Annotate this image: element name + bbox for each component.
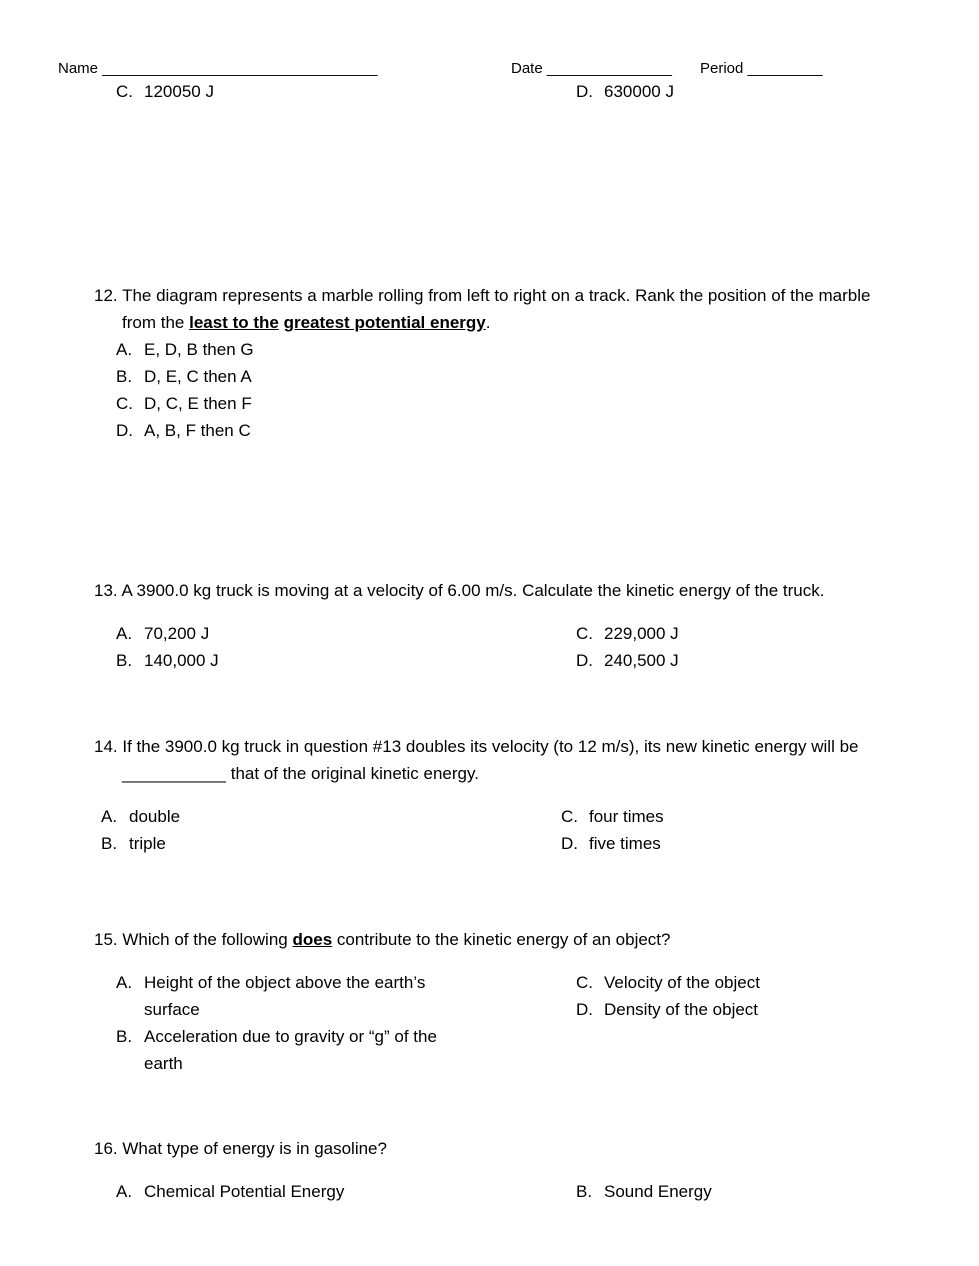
question-12-option-b[interactable] bbox=[116, 363, 252, 390]
option-text: D, C, E then F bbox=[144, 394, 252, 413]
option-text-cont: surface bbox=[144, 1000, 200, 1019]
question-12-option-a[interactable] bbox=[116, 336, 254, 363]
option-text: 229,000 J bbox=[604, 624, 679, 643]
option-text: Sound Energy bbox=[604, 1182, 712, 1201]
question-16-option-a[interactable] bbox=[116, 1178, 344, 1205]
question-14-option-b[interactable] bbox=[101, 830, 166, 857]
question-number: 16. bbox=[94, 1139, 118, 1158]
option-letter: A. bbox=[116, 340, 133, 359]
question-13-option-c[interactable] bbox=[576, 620, 679, 647]
question-text: What type of energy is in gasoline? bbox=[122, 1139, 387, 1158]
question-14-option-c[interactable] bbox=[561, 803, 664, 830]
date-label: Date bbox=[511, 60, 543, 77]
option-letter: D. bbox=[576, 82, 593, 101]
option-letter: D. bbox=[576, 651, 593, 670]
option-text: 240,500 J bbox=[604, 651, 679, 670]
period-label: Period bbox=[700, 60, 744, 77]
question-number: 14. bbox=[94, 737, 118, 756]
date-blank: _______________ bbox=[546, 60, 672, 77]
period-field bbox=[700, 60, 823, 77]
option-text: 140,000 J bbox=[144, 651, 219, 670]
question-13-option-b[interactable] bbox=[116, 647, 219, 674]
question-14-stem bbox=[94, 733, 858, 760]
question-14-option-d[interactable] bbox=[561, 830, 661, 857]
question-16-option-b[interactable] bbox=[576, 1178, 712, 1205]
emphasis-does: does bbox=[292, 930, 333, 949]
option-text: E, D, B then G bbox=[144, 340, 254, 359]
option-letter: C. bbox=[116, 82, 133, 101]
question-12-stem bbox=[94, 282, 870, 309]
option-text: Height of the object above the earth’s bbox=[144, 973, 426, 992]
question-15-stem bbox=[94, 926, 670, 953]
period-blank: _________ bbox=[747, 60, 823, 77]
option-letter: C. bbox=[576, 624, 593, 643]
option-letter: D. bbox=[561, 834, 578, 853]
option-text: triple bbox=[129, 834, 166, 853]
question-number: 13. bbox=[94, 581, 118, 600]
question-number: 15. bbox=[94, 930, 118, 949]
emphasis-least: least to the bbox=[189, 313, 279, 332]
option-letter: C. bbox=[561, 807, 578, 826]
question-12-option-c[interactable] bbox=[116, 390, 252, 417]
option-letter: A. bbox=[101, 807, 118, 826]
question-14-stem-line2 bbox=[122, 760, 479, 787]
name-blank: _________________________________ bbox=[102, 60, 378, 77]
option-text: Chemical Potential Energy bbox=[144, 1182, 345, 1201]
option-letter: B. bbox=[116, 1027, 133, 1046]
date-field bbox=[511, 60, 672, 77]
name-label: Name bbox=[58, 60, 99, 77]
emphasis-greatest: greatest potential energy bbox=[283, 313, 486, 332]
option-text: 120050 J bbox=[144, 82, 214, 101]
option-letter: C. bbox=[116, 394, 133, 413]
option-letter: A. bbox=[116, 624, 133, 643]
option-letter: B. bbox=[116, 367, 133, 386]
option-letter: C. bbox=[576, 973, 593, 992]
question-15-option-c[interactable] bbox=[576, 969, 760, 996]
option-letter: B. bbox=[116, 651, 133, 670]
question-15-option-b[interactable] bbox=[116, 1023, 437, 1077]
option-letter: D. bbox=[576, 1000, 593, 1019]
question-text: A 3900.0 kg truck is moving at a velocity of 6.00 m/s. Calculate the kinetic energy of the truck. bbox=[121, 581, 825, 600]
option-letter: D. bbox=[116, 421, 133, 440]
question-12-option-d[interactable] bbox=[116, 417, 251, 444]
option-text: four times bbox=[589, 807, 664, 826]
option-text-cont: earth bbox=[144, 1054, 183, 1073]
option-text: D, E, C then A bbox=[144, 367, 252, 386]
question-text: Which of the following bbox=[122, 930, 293, 949]
option-text: five times bbox=[589, 834, 661, 853]
option-text: Acceleration due to gravity or “g” of the bbox=[144, 1027, 437, 1046]
name-field bbox=[58, 60, 377, 77]
option-text: Density of the object bbox=[604, 1000, 759, 1019]
question-text: The diagram represents a marble rolling from left to right on a track. Rank the position of the marble bbox=[122, 286, 871, 305]
option-text: A, B, F then C bbox=[144, 421, 251, 440]
question-15-option-a[interactable] bbox=[116, 969, 425, 1023]
option-letter: A. bbox=[116, 1182, 133, 1201]
question-15-option-d[interactable] bbox=[576, 996, 758, 1023]
question-text: If the 3900.0 kg truck in question #13 doubles its velocity (to 12 m/s), its new kinetic energy will be bbox=[122, 737, 859, 756]
option-letter: B. bbox=[101, 834, 118, 853]
option-text: 630000 J bbox=[604, 82, 674, 101]
question-12-stem-line2 bbox=[122, 309, 490, 336]
question-text: ___________ that of the original kinetic energy. bbox=[122, 764, 479, 783]
question-text: from the bbox=[122, 313, 190, 332]
carryover-option-d bbox=[576, 78, 674, 105]
question-16-stem bbox=[94, 1135, 387, 1162]
question-text-end: contribute to the kinetic energy of an object? bbox=[332, 930, 671, 949]
question-14-option-a[interactable] bbox=[101, 803, 180, 830]
carryover-option-c bbox=[116, 78, 214, 105]
option-letter: B. bbox=[576, 1182, 593, 1201]
option-letter: A. bbox=[116, 973, 133, 992]
period: . bbox=[485, 313, 491, 332]
question-13-stem bbox=[94, 577, 824, 604]
question-number: 12. bbox=[94, 286, 118, 305]
option-text: double bbox=[129, 807, 181, 826]
question-13-option-d[interactable] bbox=[576, 647, 679, 674]
option-text: 70,200 J bbox=[144, 624, 210, 643]
option-text: Velocity of the object bbox=[604, 973, 760, 992]
question-13-option-a[interactable] bbox=[116, 620, 209, 647]
